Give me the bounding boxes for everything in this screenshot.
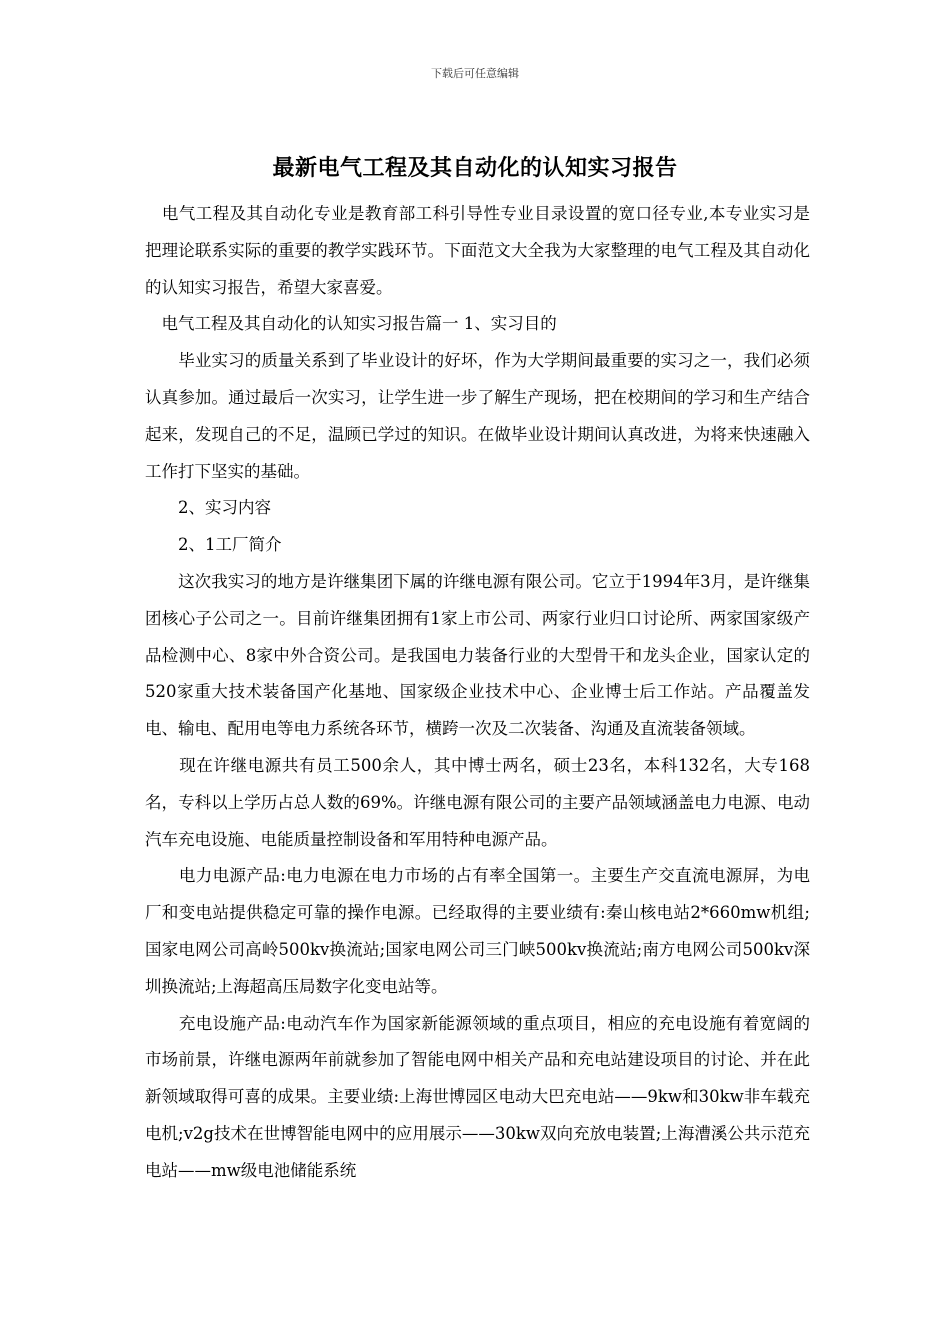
paragraph-staff: 现在许继电源共有员工500余人，其中博士两名，硕士23名，本科132名，大专168名，专科以上学历占总人数的69%。许继电源有限公司的主要产品领域涵盖电力电源、电动汽车充电设施、电能质量控制设备和军用特种电源产品。 xyxy=(145,755,810,849)
page-header: 下载后可任意编辑 xyxy=(431,67,519,80)
paragraph-charging-products: 充电设施产品:电动汽车作为国家新能源领域的重点项目，相应的充电设施有着宽阔的市场前景，许继电源两年前就参加了智能电网中相关产品和充电站建设项目的讨论、并在此新领域取得可喜的成果。主要业绩:上海世博园区电动大巴充电站——9kw和30kw非车载充电机;v2g技术在世博智能电网中的应用展示——30kw双向充放电装置;上海漕溪公共示范充电站——mw级电池储能系统 xyxy=(145,1013,810,1180)
paragraph-section-heading: 电气工程及其自动化的认知实习报告篇一 1、实习目的 xyxy=(145,314,557,334)
paragraph-purpose: 毕业实习的质量关系到了毕业设计的好坏，作为大学期间最重要的实习之一，我们必须认真参加。通过最后一次实习，让学生进一步了解生产现场，把在校期间的学习和生产结合起来，发现自己的不足，温顾已学过的知识。在做毕业设计期间认真改进，为将来快速融入工作打下坚实的基础。 xyxy=(145,351,810,481)
document-title: 最新电气工程及其自动化的认知实习报告 xyxy=(272,155,678,181)
paragraph-factory-heading: 2、1工厂简介 xyxy=(145,535,282,555)
document-body xyxy=(145,196,810,1190)
paragraph-content-heading: 2、实习内容 xyxy=(145,498,271,518)
paragraph-intro: 电气工程及其自动化专业是教育部工科引导性专业目录设置的宽口径专业,本专业实习是把理论联系实际的重要的教学实践环节。下面范文大全我为大家整理的电气工程及其自动化的认知实习报告，希望大家喜爱。 xyxy=(145,204,810,297)
paragraph-company-intro: 这次我实习的地方是许继集团下属的许继电源有限公司。它立于1994年3月，是许继集团核心子公司之一。目前许继集团拥有1家上市公司、两家行业归口讨论所、两家国家级产品检测中心、8家中外合资公司。是我国电力装备行业的大型骨干和龙头企业，国家认定的520家重大技术装备国产化基地、国家级企业技术中心、企业博士后工作站。产品覆盖发电、输电、配用电等电力系统各环节，横跨一次及二次装备、沟通及直流装备领域。 xyxy=(145,571,810,739)
paragraph-power-products: 电力电源产品:电力电源在电力市场的占有率全国第一。主要生产交直流电源屏，为电厂和变电站提供稳定可靠的操作电源。已经取得的主要业绩有:秦山核电站2*660mw机组;国家电网公司高岭500kv换流站;国家电网公司三门峡500kv换流站;南方电网公司500kv深圳换流站;上海超高压局数字化变电站等。 xyxy=(145,866,810,996)
